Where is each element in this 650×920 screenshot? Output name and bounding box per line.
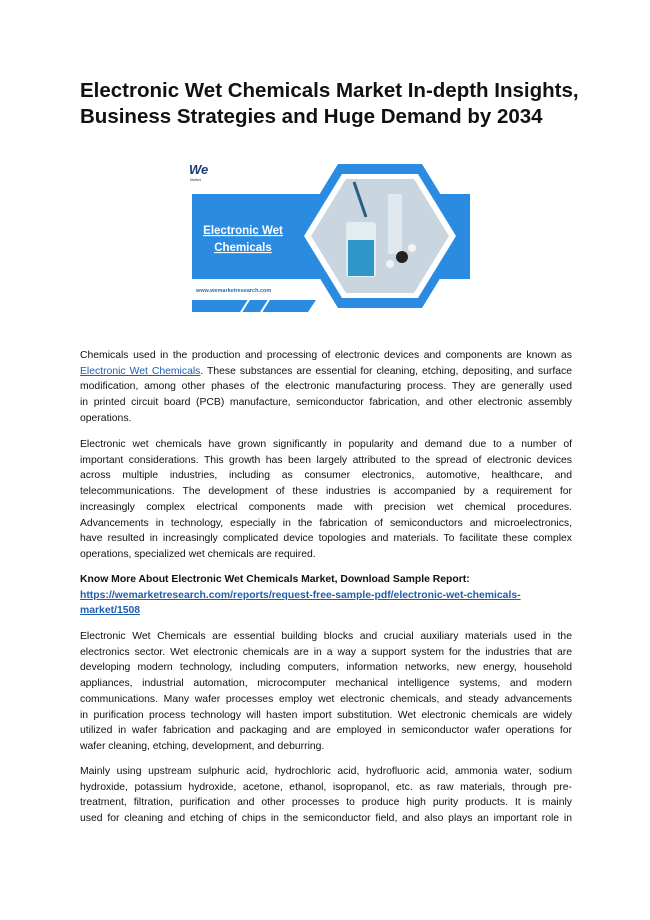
text-line: hydroxide, potassium hydroxide, acetone, ethanol, isopropanol, etc. as raw materials, through pre- xyxy=(80,781,572,793)
text-span: . These substances are essential for cleaning, etching, depositing, and surface xyxy=(200,365,572,377)
text-line: modification, among other phases of the electronic manufacturing process. They are generally used xyxy=(80,381,572,393)
banner-url: www.wemarketresearch.com xyxy=(196,288,272,294)
text-line: Chemicals used in the production and processing of electronic devices and components are known as xyxy=(80,350,572,361)
text-line: developing modern technology, including computers, information networks, new energy, household xyxy=(80,662,572,674)
paragraph-building-blocks xyxy=(80,629,572,755)
paragraph-intro xyxy=(80,348,572,427)
text-line: Mainly using upstream sulphuric acid, hydrochloric acid, hydrofluoric acid, ammonia water, sodium xyxy=(80,766,572,777)
text-line: telecommunications. The development of these industries is accompanied by a requirement for xyxy=(80,486,572,498)
text-line: Advancements in technology, especially in the fabrication of semiconductors and microelectronics, xyxy=(80,517,572,529)
text-line: across multiple industries, including as consumer electronics, automotive, healthcare, and xyxy=(80,470,572,482)
text-line: operations. xyxy=(80,412,132,424)
electronic-wet-chemicals-link[interactable]: Electronic Wet Chemicals xyxy=(80,365,201,377)
text-line: increasingly complex electrical components made with precision wet chemical procedures. xyxy=(80,501,572,513)
text-line: electronics sector. Wet electronic chemicals are in a way a support system for the industries that are xyxy=(80,646,572,658)
text-line: used for cleaning and etching of chips in the semiconductor field, and also plays an important role in xyxy=(80,813,572,825)
sample-report-cta xyxy=(80,572,572,619)
text-line: utilized in wafer fabrication and packaging and are employed in semiconductor wafer operations for xyxy=(80,725,572,737)
cta-heading: Know More About Electronic Wet Chemicals Market, Download Sample Report: xyxy=(80,574,470,585)
banner-title: Electronic Wet xyxy=(203,225,283,237)
text-line: communications. Many wafer processes employ wet electronic chemicals, and steady advancements xyxy=(80,693,572,705)
banner-title: Chemicals xyxy=(214,242,272,254)
sample-report-link[interactable]: market/1508 xyxy=(80,605,141,617)
text-line xyxy=(80,364,572,380)
text-line: have resulted in increasingly complicated device topologies and materials. To facilitate these complex xyxy=(80,533,572,545)
page-title xyxy=(80,78,579,130)
text-line: Electronic wet chemicals have grown significantly in popularity and demand due to a number of xyxy=(80,439,572,450)
paragraph-raw-materials xyxy=(80,764,572,827)
text-line: Electronic Wet Chemicals are essential building blocks and crucial auxiliary materials used in the xyxy=(80,631,572,642)
title-line: Electronic Wet Chemicals Market In-depth Insights, xyxy=(80,79,579,102)
text-line: in printed circuit board (PCB) manufacture, semiconductor fabrication, and other electronic assembly xyxy=(80,397,572,409)
svg-text:We: We xyxy=(189,162,209,177)
hero-image xyxy=(176,152,476,317)
text-line: important considerations. This growth has been largely attributed to the spread of electronic devices xyxy=(80,454,572,466)
text-line: treatment, filtration, purification and other processes to produce high purity products. It is mainly xyxy=(80,797,572,809)
paragraph-growth xyxy=(80,437,572,563)
sample-report-link[interactable]: https://wemarketresearch.com/reports/request-free-sample-pdf/electronic-wet-chemicals- xyxy=(80,589,521,601)
text-line: in purification process technology will hasten import substitution. Wet electronic chemicals are widely xyxy=(80,709,572,721)
svg-text:Market: Market xyxy=(190,178,201,182)
text-line: operations, specialized wet chemicals are required. xyxy=(80,548,316,560)
title-line: Business Strategies and Huge Demand by 2034 xyxy=(80,105,543,128)
text-line: wafer cleaning, etching, development, and deburring. xyxy=(80,740,325,752)
text-line: appliances, industrial automation, microcomputer mechanical intelligence systems, and modern xyxy=(80,678,572,690)
